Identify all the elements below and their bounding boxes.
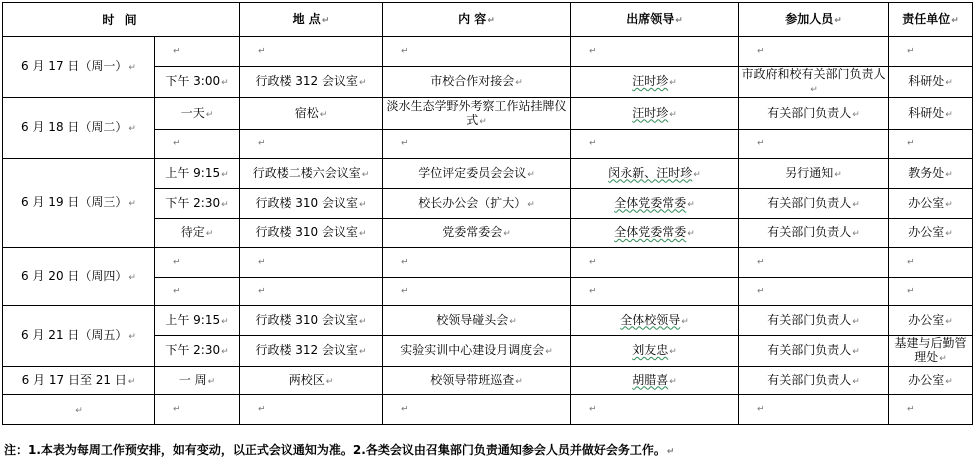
col-header-time: 时 间 [3, 3, 240, 37]
unit-cell: 科研处↵ [889, 98, 973, 130]
time-cell: 待定↵ [155, 219, 240, 248]
leader-cell: ↵ [571, 37, 739, 67]
unit-cell: ↵ [889, 37, 973, 67]
leader-cell: 全体校领导↵ [571, 306, 739, 336]
attendees-cell: 有关部门负责人↵ [739, 306, 889, 336]
date-cell: 6 月 19 日（周三）↵ [3, 159, 155, 248]
time-cell: ↵ [155, 395, 240, 425]
content-cell: 党委常委会↵ [383, 219, 571, 248]
time-cell: ↵ [155, 130, 240, 159]
attendees-cell: ↵ [739, 395, 889, 425]
place-cell: ↵ [240, 278, 383, 306]
unit-cell: 基建与后勤管理处↵ [889, 336, 973, 367]
attendees-cell: ↵ [739, 130, 889, 159]
date-cell: 6 月 18 日（周二）↵ [3, 98, 155, 159]
schedule-body [3, 37, 973, 425]
place-cell: ↵ [240, 395, 383, 425]
date-cell: ↵ [3, 395, 155, 425]
time-cell: 一天↵ [155, 98, 240, 130]
table-row [3, 159, 973, 189]
time-cell: 上午 9:15↵ [155, 306, 240, 336]
attendees-cell: 有关部门负责人↵ [739, 336, 889, 367]
weekly-schedule-table [2, 2, 973, 425]
attendees-cell: ↵ [739, 37, 889, 67]
attendees-cell: 有关部门负责人↵ [739, 219, 889, 248]
table-row [3, 37, 973, 67]
time-cell: 下午 2:30↵ [155, 336, 240, 367]
date-cell: 6 月 21 日（周五）↵ [3, 306, 155, 367]
content-cell: ↵ [383, 278, 571, 306]
unit-cell: 教务处↵ [889, 159, 973, 189]
place-cell: 两校区↵ [240, 367, 383, 395]
leader-cell: 全体党委常委↵ [571, 189, 739, 219]
leader-cell: ↵ [571, 278, 739, 306]
col-header-attendees: 参加人员↵ [739, 3, 889, 37]
table-row [3, 306, 973, 336]
leader-cell: 全体党委常委↵ [571, 219, 739, 248]
unit-cell: 办公室↵ [889, 367, 973, 395]
date-cell: 6 月 17 日（周一）↵ [3, 37, 155, 98]
content-cell: 校长办公会（扩大）↵ [383, 189, 571, 219]
content-cell: 校领导碰头会↵ [383, 306, 571, 336]
footnote: 注：1.本表为每周工作预安排，如有变动，以正式会议通知为准。2.各类会议由召集部门负责通知参会人员并做好会务工作。↵ [4, 443, 675, 457]
place-cell: 行政楼二楼六会议室↵ [240, 159, 383, 189]
unit-cell: 办公室↵ [889, 189, 973, 219]
unit-cell: ↵ [889, 278, 973, 306]
place-cell: 行政楼 312 会议室↵ [240, 336, 383, 367]
unit-cell: 科研处↵ [889, 67, 973, 98]
content-cell: 市校合作对接会↵ [383, 67, 571, 98]
date-cell: 6 月 17 日至 21 日↵ [3, 367, 155, 395]
place-cell: ↵ [240, 248, 383, 278]
attendees-cell: ↵ [739, 278, 889, 306]
place-cell: 行政楼 310 会议室↵ [240, 219, 383, 248]
header-row [3, 3, 973, 37]
col-header-leader: 出席领导↵ [571, 3, 739, 37]
table-row [3, 98, 973, 130]
date-cell: 6 月 20 日（周四）↵ [3, 248, 155, 306]
col-header-place: 地 点↵ [240, 3, 383, 37]
attendees-cell: 有关部门负责人↵ [739, 189, 889, 219]
attendees-cell: 另行通知↵ [739, 159, 889, 189]
content-cell: 淡水生态学野外考察工作站挂牌仪式↵ [383, 98, 571, 130]
unit-cell: 办公室↵ [889, 219, 973, 248]
unit-cell: ↵ [889, 130, 973, 159]
place-cell: 行政楼 312 会议室↵ [240, 67, 383, 98]
place-cell: 行政楼 310 会议室↵ [240, 189, 383, 219]
leader-cell: 胡腊喜↵ [571, 367, 739, 395]
content-cell: 校领导带班巡查↵ [383, 367, 571, 395]
content-cell: 实验实训中心建设月调度会↵ [383, 336, 571, 367]
content-cell: 学位评定委员会会议↵ [383, 159, 571, 189]
place-cell: 行政楼 310 会议室↵ [240, 306, 383, 336]
time-cell: 下午 2:30↵ [155, 189, 240, 219]
leader-cell: ↵ [571, 395, 739, 425]
table-row [3, 395, 973, 425]
unit-cell: ↵ [889, 395, 973, 425]
table-row [3, 367, 973, 395]
col-header-content: 内 容↵ [383, 3, 571, 37]
col-header-unit: 责任单位↵ [889, 3, 973, 37]
unit-cell: ↵ [889, 248, 973, 278]
attendees-cell: 市政府和校有关部门负责人↵ [739, 67, 889, 98]
time-cell: ↵ [155, 278, 240, 306]
time-cell: 一 周↵ [155, 367, 240, 395]
time-cell: 下午 3:00↵ [155, 67, 240, 98]
place-cell: ↵ [240, 37, 383, 67]
content-cell: ↵ [383, 395, 571, 425]
leader-cell: ↵ [571, 130, 739, 159]
content-cell: ↵ [383, 130, 571, 159]
leader-cell: ↵ [571, 248, 739, 278]
attendees-cell: 有关部门负责人↵ [739, 98, 889, 130]
leader-cell: 闵永新、汪时珍↵ [571, 159, 739, 189]
leader-cell: 汪时珍↵ [571, 67, 739, 98]
leader-cell: 刘友忠↵ [571, 336, 739, 367]
time-cell: ↵ [155, 248, 240, 278]
content-cell: ↵ [383, 37, 571, 67]
table-row [3, 248, 973, 278]
time-cell: 上午 9:15↵ [155, 159, 240, 189]
time-cell: ↵ [155, 37, 240, 67]
content-cell: ↵ [383, 248, 571, 278]
attendees-cell: 有关部门负责人↵ [739, 367, 889, 395]
unit-cell: 办公室↵ [889, 306, 973, 336]
leader-cell: 汪时珍↵ [571, 98, 739, 130]
attendees-cell: ↵ [739, 248, 889, 278]
place-cell: ↵ [240, 130, 383, 159]
place-cell: 宿松↵ [240, 98, 383, 130]
